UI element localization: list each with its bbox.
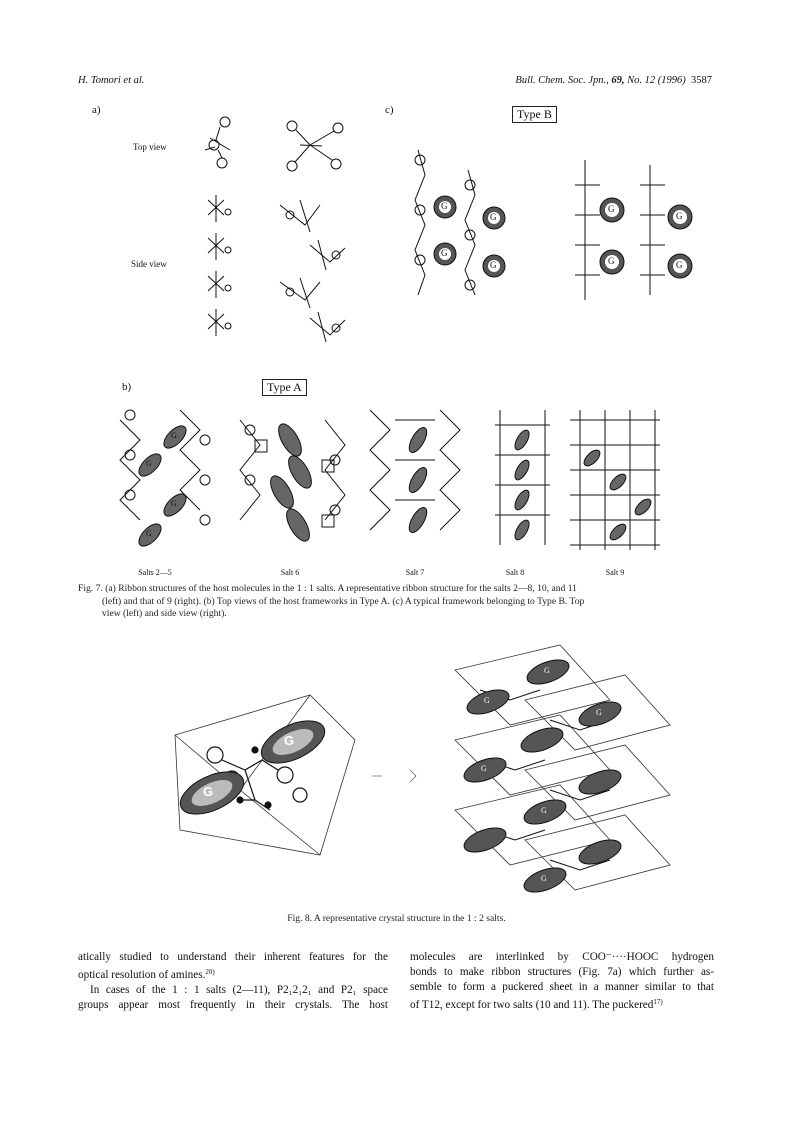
salt-label-8: Salt 8	[505, 568, 525, 577]
fig8-guest-label-1: G	[284, 733, 295, 748]
fig8-arrow	[372, 770, 416, 782]
journal-issue: No. 12 (1996)	[627, 75, 686, 86]
body-left-line1: atically studied to understand their inherent features for the	[78, 951, 388, 963]
guest-label-b3: G	[171, 499, 177, 508]
guest-label-c5: G	[608, 204, 615, 214]
journal-volume: 69,	[611, 75, 625, 86]
fig8-guest-label-7: G	[541, 806, 547, 815]
guest-label-c4: G	[490, 260, 497, 270]
figure7-caption-line3: view (left) and side view (right).	[102, 608, 227, 619]
guest-label-c6: G	[676, 211, 683, 221]
fig8-left-guests	[174, 712, 331, 823]
fig8-guest-label-4: G	[484, 696, 490, 705]
guest-label-c7: G	[608, 256, 615, 266]
body-right-line2: bonds to make ribbon structures (Fig. 7a) which further as-	[410, 966, 714, 978]
type-b-box: Type B	[512, 106, 557, 123]
running-header-authors: H. Tomori et al.	[78, 75, 145, 86]
fig8-guest-label-2: G	[203, 784, 214, 799]
page-number: 3587	[691, 75, 712, 86]
salt-label-6: Salt 6	[280, 568, 300, 577]
body-column-left	[78, 950, 388, 1013]
reference-17: 17)	[653, 998, 663, 1006]
guest-label-c1: G	[441, 201, 448, 211]
body-left-line2	[78, 965, 388, 983]
guest-label-c2: G	[490, 212, 497, 222]
salt-label-2-5: Salts 2—5	[138, 568, 172, 577]
figure7-caption-line2: (left) and that of 9 (right). (b) Top views of the host frameworks in Type A. (c) A typical framework belonging to Type B. Top	[102, 595, 585, 607]
panel-c-label: c)	[385, 104, 394, 116]
body-right-line4	[410, 995, 714, 1013]
reference-20: 20)	[205, 968, 215, 976]
body-left-line2-text: optical resolution of amines.	[78, 969, 206, 981]
fig8-guest-label-3: G	[544, 666, 550, 675]
guest-label-b4: G	[146, 529, 152, 538]
body-left-line3: In cases of the 1 : 1 salts (2—11), P2₁2₁2₁ and P2₁ space	[90, 984, 388, 996]
salt-label-9: Salt 9	[605, 568, 625, 577]
guest-label-c8: G	[676, 260, 683, 270]
fig8-guest-label-6: G	[481, 764, 487, 773]
fig8-guest-label-5: G	[596, 708, 602, 717]
side-view-label: Side view	[131, 259, 167, 269]
body-left-line4: groups appear most frequently in their crystals. The host	[78, 999, 388, 1011]
body-right-line1: molecules are interlinked by COO⁻····HOOC hydrogen	[410, 951, 714, 963]
journal-name: Bull. Chem. Soc. Jpn.,	[515, 75, 609, 86]
body-right-line4-text: of T12, except for two salts (10 and 11). The puckered	[410, 999, 654, 1011]
fig8-left-cell	[175, 695, 355, 855]
guest-label-b1: G	[171, 431, 177, 440]
body-right-line3: semble to form a puckered sheet in a manner similar to that	[410, 981, 714, 993]
type-a-box: Type A	[262, 379, 307, 396]
salt-label-7: Salt 7	[405, 568, 425, 577]
figure8-caption: Fig. 8. A representative crystal structure in the 1 : 2 salts.	[287, 913, 506, 924]
body-column-right	[410, 950, 714, 1013]
figure7-caption-line1: Fig. 7. (a) Ribbon structures of the host molecules in the 1 : 1 salts. A representative ribbon structure for the salts 2—8, 10, and 11	[78, 583, 577, 594]
panel-b-label: b)	[122, 381, 132, 393]
fig8-guest-label-8: G	[541, 874, 547, 883]
guest-label-c3: G	[441, 248, 448, 258]
top-view-label: Top view	[133, 142, 167, 152]
panel-a-label: a)	[92, 104, 101, 116]
guest-label-b2: G	[146, 459, 152, 468]
